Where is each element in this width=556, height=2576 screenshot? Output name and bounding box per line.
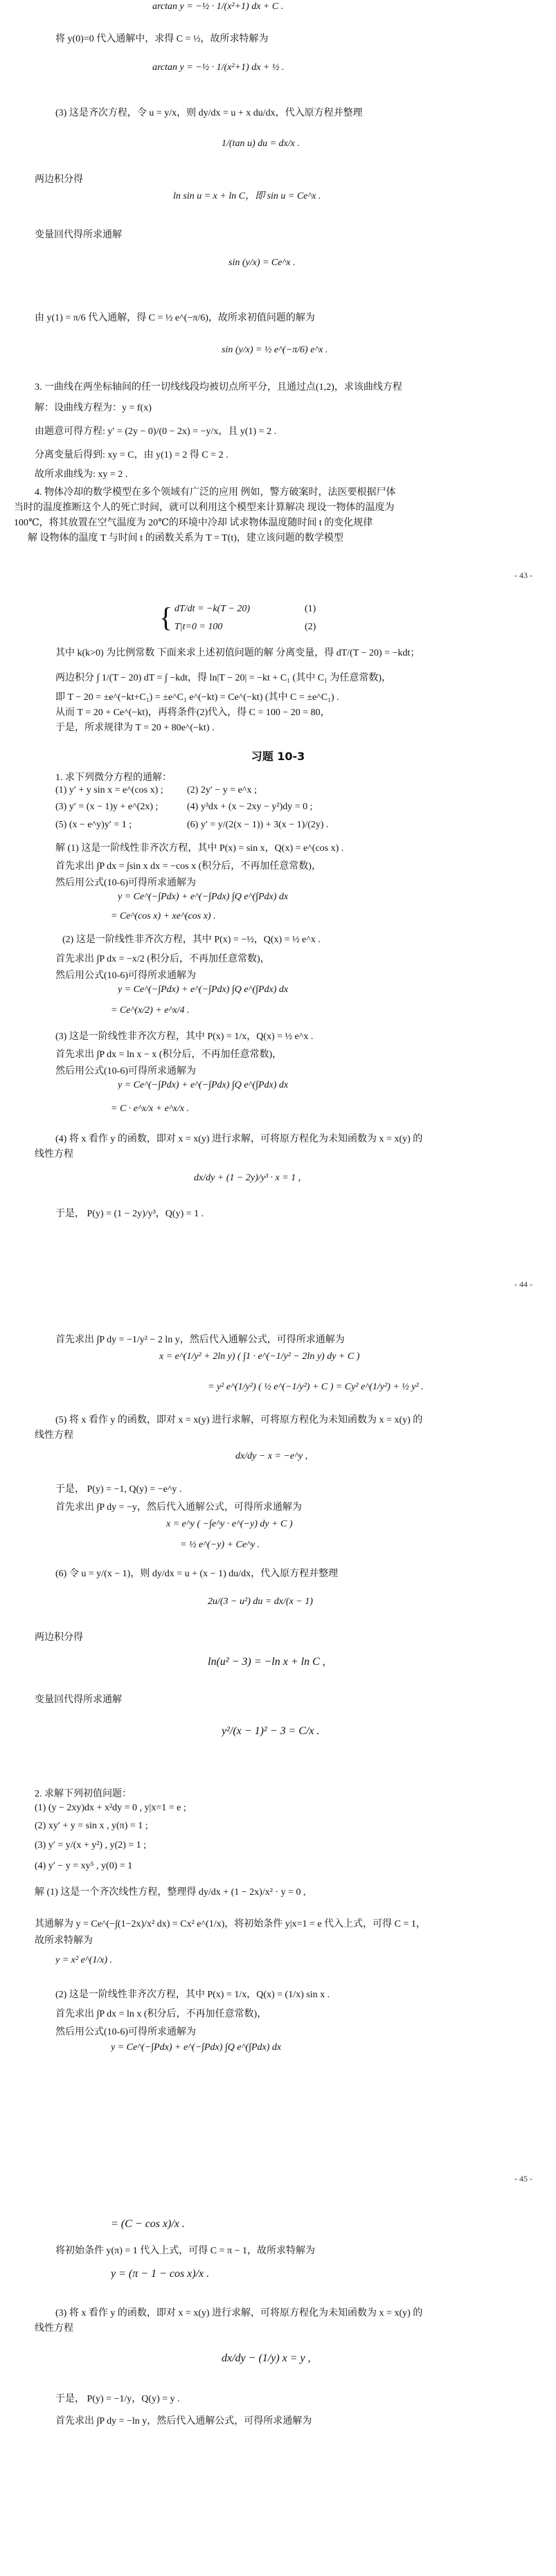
page1-lines-10: sin (y/x) = ½ e^(−π/6) e^x . (222, 345, 328, 355)
page3-lines-20: (4) y′ − y = xy⁵ , y(0) = 1 (35, 1861, 133, 1871)
page3-lines-1: x = e^(1/y² + 2ln y) ( ∫1 · e^(−1/y² − 2ln y) dy + C ) (159, 1351, 360, 1362)
page-number-45: - 45 - (514, 2174, 532, 2183)
page1-lines-11: 3. 一曲线在两坐标轴间的任一切线线段均被切点所平分，且通过点(1,2)，求该曲线方程 (35, 382, 402, 393)
page3-lines-9: = ½ e^(−y) + Ce^y . (180, 1540, 260, 1550)
page2-ex-lines-6: (6) y′ = y/(2(x − 1)) + 3(x − 1)/(2y) . (187, 820, 329, 830)
page3-lines-13: ln(u² − 3) = −ln x + ln C , (208, 1656, 325, 1668)
page2-ex-lines-13: 首先求出 ∫P dx = −x/2 (积分后，不再加任意常数)， (55, 954, 270, 964)
page-number-44: - 44 - (514, 1279, 532, 1289)
page1-lines-1: 将 y(0)=0 代入通解中，求得 C = ½，故所求特解为 (55, 34, 269, 44)
page3-lines-23: 故所求特解为 (35, 1936, 93, 1946)
page1-lines-13: 由题意可得方程: y′ = (2y − 0)/(0 − 2x) = −y/x，且 y(1) = 2 . (35, 426, 277, 437)
page1-lines-12: 解：设曲线方程为：y = f(x) (35, 403, 152, 413)
page3-lines-12: 两边积分得 (35, 1632, 83, 1643)
page3-lines-28: y = Ce^(−∫Pdx) + e^(−∫Pdx) ∫Q e^(∫Pdx) dx (111, 2042, 282, 2053)
page2-ex-lines-9: 然后用公式(10-6)可得所求通解为 (55, 878, 196, 888)
page2-ex-lines-0: 1. 求下列微分方程的通解： (55, 773, 172, 783)
system-eq-2: T|t=0 = 100 (174, 622, 223, 632)
page3-lines-21: 解 (1) 这是一个齐次线性方程，整理得 dy/dx + (1 − 2x)/x² · y = 0 , (35, 1887, 306, 1898)
page-number-43: - 43 - (514, 570, 532, 580)
page3-lines-10: (6) 令 u = y/(x − 1)，则 dy/dx = u + (x − 1) du/dx，代入原方程并整理 (55, 1569, 339, 1579)
page2-lines-3: 从而 T = 20 + Ce^(−kt)，再将条件(2)代入，得 C = 100 − 20 = 80， (55, 708, 330, 718)
page1-lines-18: 100℃，将其放置在空气温度为 20℃的环境中冷却 试求物体温度随时间 t 的变化规律 (14, 518, 373, 528)
page4-lines-6: 于是， P(y) = −1/y，Q(y) = y . (55, 2394, 180, 2404)
page2-lines-0: 其中 k(k>0) 为比例常数 下面来求上述初值问题的解 分离变量，得 dT/(T − 20) = −kdt； (55, 648, 420, 658)
page2-ex-lines-22: (4) 将 x 看作 y 的函数，即对 x = x(y) 进行求解，可将原方程化为未知函数为 x = x(y) 的 (55, 1134, 423, 1144)
system-eq-1: dT/dt = −k(T − 20) (174, 604, 250, 614)
page1-lines-16: 4. 物体冷却的数学模型在多个领域有广泛的应用 例如，警方破案时，法医要根据尸体 (35, 487, 396, 498)
page4-lines-3: (3) 将 x 看作 y 的函数，即对 x = x(y) 进行求解，可将原方程化为未知函数为 x = x(y) 的 (55, 2308, 423, 2318)
page2-ex-lines-3: (3) y′ = (x − 1)y + e^(2x) ; (55, 802, 159, 812)
page2-ex-lines-14: 然后用公式(10-6)可得所求通解为 (55, 971, 196, 981)
page4-lines-4: 线性方程 (35, 2323, 73, 2334)
page1-lines-3: (3) 这是齐次方程，令 u = y/x，则 dy/dx = u + x du/dx，代入原方程并整理 (55, 108, 363, 118)
page1-lines-14: 分离变量后得到: xy = C，由 y(1) = 2 得 C = 2 . (35, 450, 228, 460)
page3-lines-11: 2u/(3 − u²) du = dx/(x − 1) (208, 1596, 313, 1607)
page2-ex-lines-2: (2) 2y′ − y = e^x ; (187, 785, 257, 795)
page1-lines-0: arctan y = −½ · 1/(x²+1) dx + C . (152, 1, 284, 12)
page2-ex-lines-25: 于是， P(y) = (1 − 2y)/y³，Q(y) = 1 . (55, 1209, 204, 1219)
page3-lines-14: 变量回代得所求通解 (35, 1695, 122, 1705)
page3-lines-25: (2) 这是一阶线性非齐次方程，其中 P(x) = 1/x，Q(x) = (1/x) sin x . (55, 1990, 330, 2000)
page4-lines-1: 将初始条件 y(π) = 1 代入上式，可得 C = π − 1，故所求特解为 (55, 2246, 315, 2256)
page1-lines-5: 两边积分得 (35, 174, 83, 185)
page3-lines-18: (2) xy′ + y = sin x , y(π) = 1 ; (35, 1821, 148, 1831)
page1-lines-8: sin (y/x) = Ce^x . (228, 258, 296, 268)
page3-lines-16: 2. 求解下列初值问题： (35, 1789, 132, 1799)
page1-lines-6: ln sin u = x + ln C，即 sin u = Ce^x . (173, 191, 321, 201)
page3-lines-24: y = x² e^(1/x) . (55, 1955, 113, 1965)
page2-ex-lines-17: (3) 这是一阶线性非齐次方程，其中 P(x) = 1/x，Q(x) = ½ e^x . (55, 1032, 314, 1042)
page2-ex-lines-16: = Ce^(x/2) + e^x/4 . (111, 1005, 190, 1016)
page2-lines-2: 即 T − 20 = ±e^(−kt+C₁) = ±e^C₁ e^(−kt) = Ce^(−kt) (其中 C = ±e^C₁) . (55, 692, 339, 703)
page3-lines-0: 首先求出 ∫P dy = −1/y² − 2 ln y，然后代入通解公式，可得所求通解为 (55, 1335, 345, 1345)
page2-ex-lines-15: y = Ce^(−∫Pdx) + e^(−∫Pdx) ∫Q e^(∫Pdx) dx (118, 984, 289, 995)
page1-lines-7: 变量回代得所求通解 (35, 230, 122, 240)
page3-lines-2: = y² e^(1/y²) ( ½ e^(−1/y²) + C ) = Cy² e^(1/y²) + ½ y² . (208, 1382, 424, 1392)
page2-ex-lines-11: = Ce^(cos x) + xe^(cos x) . (111, 911, 216, 921)
page1-lines-2: arctan y = −½ · 1/(x²+1) dx + ½ . (152, 62, 285, 73)
page2-ex-lines-23: 线性方程 (35, 1149, 73, 1160)
page3-lines-8: x = e^y ( −∫e^y · e^(−y) dy + C ) (166, 1519, 293, 1529)
page3-lines-15: y²/(x − 1)² − 3 = C/x . (222, 1725, 320, 1737)
page1-lines-9: 由 y(1) = π/6 代入通解，得 C = ½ e^(−π/6)，故所求初值问题的解为 (35, 313, 315, 323)
page3-lines-6: 于是， P(y) = −1, Q(y) = −e^y . (55, 1484, 182, 1495)
page2-ex-lines-8: 首先求出 ∫P dx = ∫sin x dx = −cos x (积分后，不再加任意常数)， (55, 861, 321, 872)
page3-lines-17: (1) (y − 2xy)dx + x²dy = 0 , y|x=1 = e ; (35, 1803, 186, 1813)
page1-lines-15: 故所求曲线为: xy = 2 . (35, 469, 128, 480)
page1-lines-19: 解 设物体的温度 T 与时间 t 的函数关系为 T = T(t)，建立该问题的数学模型 (28, 533, 343, 543)
page2-ex-lines-18: 首先求出 ∫P dx = ln x − x (积分后，不再加任意常数)， (55, 1050, 283, 1060)
page2-ex-lines-4: (4) y³dx + (x − 2xy − y²)dy = 0 ; (187, 802, 313, 812)
page3-lines-22: 其通解为 y = Ce^(−∫(1−2x)/x² dx) = Cx² e^(1/x)，将初始条件 y|x=1 = e 代入上式，可得 C = 1， (35, 1919, 426, 1929)
page4-lines-7: 首先求出 ∫P dy = −ln y，然后代入通解公式，可得所求通解为 (55, 2416, 312, 2426)
page2-ex-lines-12: (2) 这是一阶线性非齐次方程，其中 P(x) = −½，Q(x) = ½ e^x . (62, 935, 321, 945)
page2-ex-lines-5: (5) (x − e^y)y′ = 1 ; (55, 820, 132, 830)
page3-lines-4: 线性方程 (35, 1430, 73, 1441)
page2-ex-lines-1: (1) y′ + y sin x = e^(cos x) ; (55, 785, 163, 795)
page3-lines-27: 然后用公式(10-6)可得所求通解为 (55, 2027, 196, 2037)
page2-ex-lines-20: y = Ce^(−∫Pdx) + e^(−∫Pdx) ∫Q e^(∫Pdx) dx (118, 1080, 289, 1090)
page4-lines-0: = (C − cos x)/x . (111, 2218, 185, 2230)
page2-ex-lines-24: dx/dy + (1 − 2y)/y³ · x = 1 , (194, 1173, 301, 1183)
page1-lines-4: 1/(tan u) du = dx/x . (222, 138, 300, 149)
page3-lines-19: (3) y′ = y/(x + y²) , y(2) = 1 ; (35, 1840, 147, 1850)
page2-ex-lines-7: 解 (1) 这是一阶线性非齐次方程，其中 P(x) = sin x，Q(x) = e^(cos x) . (55, 843, 344, 854)
page2-ex-lines-21: = C · e^x/x + e^x/x . (111, 1104, 190, 1114)
page3-lines-5: dx/dy − x = −e^y , (235, 1451, 308, 1461)
page2-ex-lines-10: y = Ce^(−∫Pdx) + e^(−∫Pdx) ∫Q e^(∫Pdx) dx (118, 892, 289, 902)
system-num-2: (2) (305, 622, 316, 632)
page3-lines-7: 首先求出 ∫P dy = −y，然后代入通解公式，可得所求通解为 (55, 1502, 302, 1513)
page2-lines-4: 于是，所求规律为 T = 20 + 80e^(−kt) . (55, 723, 215, 733)
section-title: 习题 10-3 (251, 750, 305, 763)
system-num-1: (1) (305, 604, 316, 614)
page3-lines-3: (5) 将 x 看作 y 的函数，即对 x = x(y) 进行求解，可将原方程化为未知函数为 x = x(y) 的 (55, 1415, 423, 1425)
ode-system (159, 601, 367, 642)
page2-lines-1: 两边积分 ∫ 1/(T − 20) dT = ∫ −kdt，得 ln|T − 20| = −kt + C₁ (其中 C₁ 为任意常数)， (55, 673, 392, 683)
page4-lines-2: y = (π − 1 − cos x)/x . (111, 2268, 210, 2280)
page3-lines-26: 首先求出 ∫P dx = ln x (积分后，不再加任意常数)， (55, 2009, 267, 2019)
page1-lines-17: 当时的温度推断这个人的死亡时间，就可以利用这个模型来计算解决 现设一物体的温度为 (14, 503, 395, 513)
page4-lines-5: dx/dy − (1/y) x = y , (222, 2352, 311, 2364)
brace: { (159, 602, 173, 633)
page2-ex-lines-19: 然后用公式(10-6)可得所求通解为 (55, 1066, 196, 1077)
